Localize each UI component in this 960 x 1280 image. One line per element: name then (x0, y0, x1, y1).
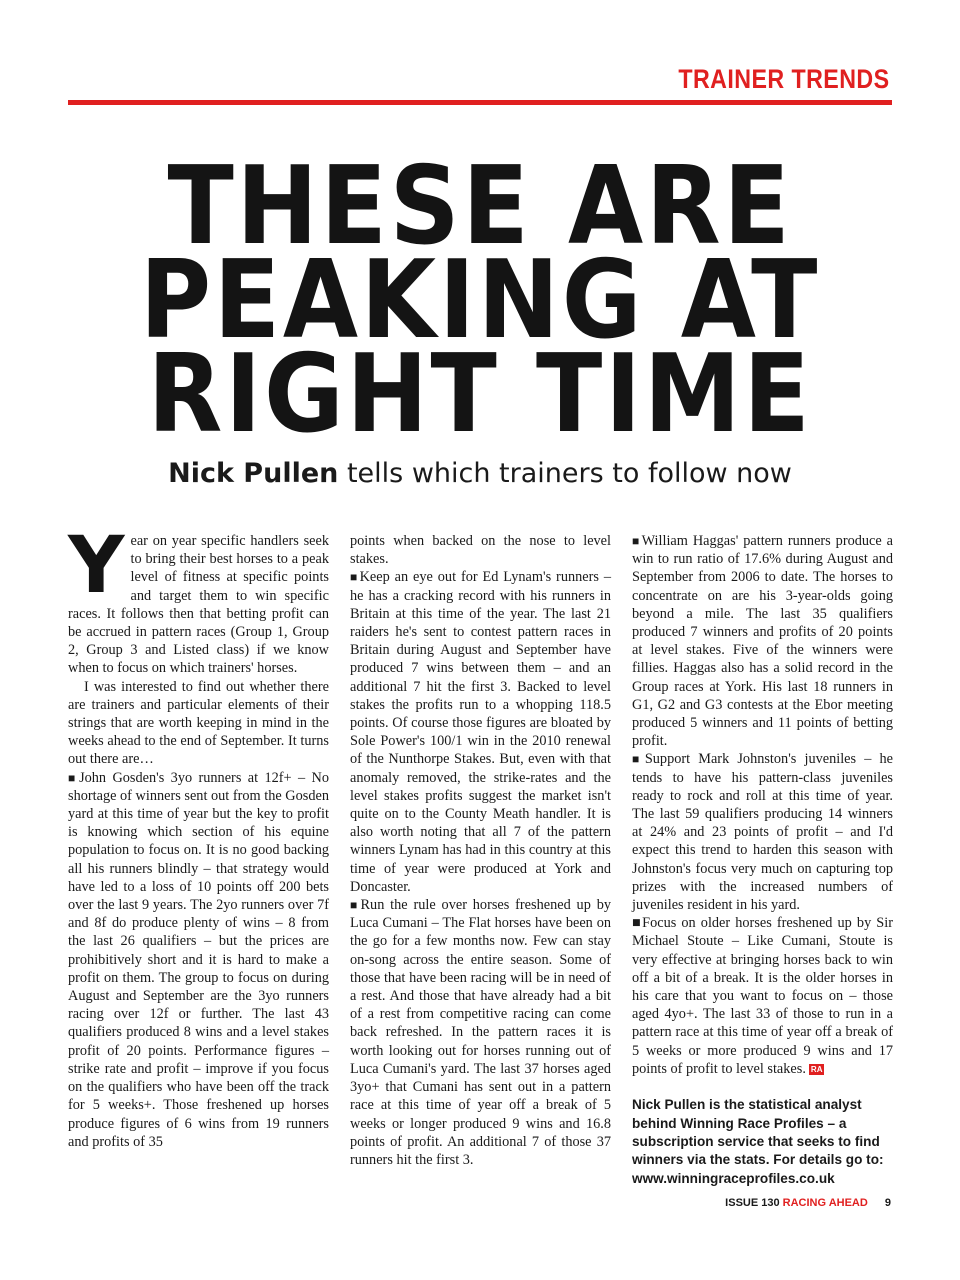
intro-paragraph: Year on year specific handlers seek to bring their best horses to a peak level of fitness at specific points and target them to win specific races. It follows then that betting profit can be accrued in pattern races (Group 1, Group 2, Group 3 and Listed class) if we know when to focus on which trainers' horses. (68, 521, 329, 677)
section-label: TRAINER TRENDS (678, 64, 890, 94)
end-mark-icon: RA (810, 1064, 823, 1074)
paragraph-cumani: ■ Run the rule over horses freshened up by Luca Cumani – The Flat horses have been on the go for a few months now. Few can stay on-song across the entire season. Some of those that have been racing will be in need of a rest. And those that have already had a bit of a rest from competitive racing can come back refreshed. In the pattern races it is worth looking out for horses running out of Luca Cumani's yard. The last 37 horses aged 3yo+ that Cumani has sent out in a pattern race at this time of year off a break of 5 weeks or longer produced 9 wins and 16.8 points of profit. An additional 7 of those 37 runners hit the first 3. (350, 896, 611, 1169)
standfirst-text: tells which trainers to follow now (346, 458, 792, 489)
column-2 (350, 532, 611, 1192)
headline (48, 144, 912, 457)
headline-line-2: PEAKING AT (139, 238, 821, 363)
article-body (68, 521, 894, 1192)
issue-number: ISSUE 130 (725, 1197, 780, 1209)
magazine-name: RACING AHEAD (782, 1197, 868, 1209)
author-note: Nick Pullen is the statistical analyst behind Winning Race Profiles – a subscription service that seeks to find winners via the stats. For details go to: www.winningraceprofiles.co.uk (632, 1097, 884, 1186)
headline-line-1: THESE ARE (167, 144, 793, 269)
paragraph: I was interested to find out whether there are trainers and particular elements of their strings that are worth keeping in mind in the weeks ahead to the end of September. It turns out there are… (68, 678, 329, 768)
headline-line-3: RIGHT TIME (147, 332, 813, 457)
page-number: 9 (884, 1197, 891, 1209)
page-footer (725, 1197, 891, 1209)
paragraph-lynam: ■ Keep an eye out for Ed Lynam's runners – he has a cracking record with his runners in Britain at this time of the year. The last 21 raiders he's sent to contest pattern races in Britain during August and September have produced 7 wins between them – and an additional 7 hit the first 3. Backed to level stakes the profits run to a whopping 118.5 points. Of course those figures are bloated by Sole Power's 100/1 win in the 2010 renewal of the Nunthorpe Stakes. But, even with that anomaly removed, the strike-rates and the level stakes profits suggest the market isn't quite on to the County Meath handler. It is also worth noting that all 7 of the pattern winners Lynam has had in this country at this time of year were produced at York and Doncaster. (350, 568, 611, 896)
paragraph-stoute: ■Focus on older horses freshened up by Sir Michael Stoute – Like Cumani, Stoute is very effective at bringing horses back to win off a bit of a break. It is the older horses in his care that you want to focus on – those aged 4yo+. The last 33 of those to run in a pattern race at this time of year off a break of 5 weeks or more produced 9 wins and 17 points of profit to level stakes. RA (632, 915, 893, 1077)
drop-cap: Y (68, 521, 125, 611)
square-bullet-icon: ■ (632, 915, 643, 932)
paragraph-haggas: ■ William Haggas' pattern runners produce a win to run ratio of 17.6% during August and September from 2006 to date. The horses to concentrate on are his 3-year-olds going beyond a mile. The last 35 qualifiers produced 7 winners and profits of 20 points at level stakes. Five of the winners were fillies. Haggas also has a solid record in the Group races at York. His last 18 runners in G1, G2 and G3 contests at the Ebor meeting produced 5 winners and 11 points of betting profit. (632, 532, 893, 750)
paragraph: points when backed on the nose to level stakes. (350, 533, 611, 568)
byline: Nick Pullen (168, 458, 339, 489)
column-3 (632, 532, 893, 1192)
paragraph-johnston: ■ Support Mark Johnston's juveniles – he tends to have his pattern-class juveniles ready to rock and roll at this time of year. The last 59 qualifiers producing 14 winners at 24% and 23 points of profit – and I'd expect this trend to harden this season with Johnston's focus very much on capturing top prizes with the increased numbers of juveniles resident in his yard. (632, 750, 893, 914)
standfirst (0, 458, 960, 489)
paragraph-gosden: ■ John Gosden's 3yo runners at 12f+ – No shortage of winners sent out from the Gosden yard at this time of year but the key to profit is knowing which section of his equine population to focus on. It is no good backing all his runners blindly – that strategy would have led to a loss of 10 points off 200 bets over the last 9 years. The 2yo runners over 7f and 8f do produce plenty of wins – 8 from the last 26 qualifiers – but the prices are prohibitively short and it is hard to make a profit on them. The group to focus on during August and September are the 3yo runners racing over 12f or further. The last 43 qualifiers produced 8 wins and a level stakes profit of 20 points. Performance figures – strike rate and profit – improve if you focus on the qualifiers who have been off the track for 5 weeks+. Those freshened up horses produce figures of 6 wins from 19 runners and profits of 35 (68, 769, 329, 1151)
column-1 (68, 521, 329, 1192)
header-rule (68, 100, 892, 105)
